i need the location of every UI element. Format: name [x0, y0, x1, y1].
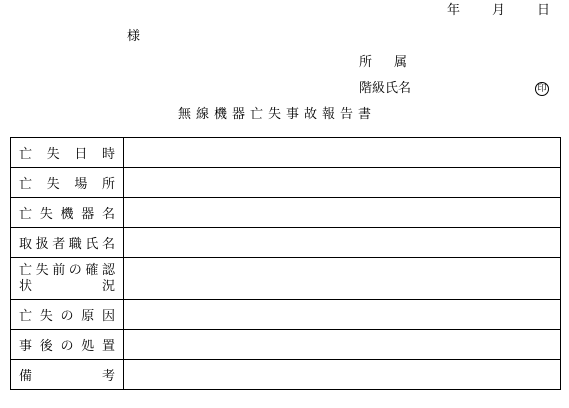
row-label-cell: [11, 138, 124, 168]
handler-name-field[interactable]: [124, 228, 561, 258]
rank-name-label: 階級氏名: [359, 81, 412, 96]
table-row: [11, 138, 561, 168]
table-row: [11, 258, 561, 300]
date-month-label: 月: [492, 3, 506, 18]
row-label-line2: 状 況: [19, 278, 115, 294]
row-label: 備 考: [19, 369, 115, 384]
aftermath-field[interactable]: [124, 330, 561, 360]
addressee-suffix: 様: [127, 29, 141, 44]
remarks-field[interactable]: [124, 360, 561, 390]
row-label-cell: [11, 228, 124, 258]
table-row: [11, 300, 561, 330]
loss-cause-field[interactable]: [124, 300, 561, 330]
device-name-field[interactable]: [124, 198, 561, 228]
table-row: [11, 360, 561, 390]
row-label: 亡 失 機 器 名: [19, 207, 115, 222]
date-year-label: 年: [447, 3, 461, 18]
row-label-cell: [11, 198, 124, 228]
row-label-cell: [11, 330, 124, 360]
table-row: [11, 198, 561, 228]
row-label-cell: [11, 168, 124, 198]
row-label-cell: [11, 300, 124, 330]
seal-mark: 印: [535, 82, 549, 96]
row-label: 事 後 の 処 置: [19, 339, 115, 354]
row-label: [11, 263, 123, 295]
report-table: [10, 137, 561, 390]
loss-location-field[interactable]: [124, 168, 561, 198]
table-row: [11, 168, 561, 198]
loss-datetime-field[interactable]: [124, 138, 561, 168]
pre-loss-status-field[interactable]: [124, 258, 561, 300]
row-label-line1: 亡 失 前 の 確 認: [19, 262, 115, 278]
table-row: [11, 228, 561, 258]
row-label: 亡 失 の 原 因: [19, 309, 115, 324]
affiliation-label: 所属: [359, 55, 430, 70]
row-label: 取 扱 者 職 氏 名: [19, 237, 115, 252]
row-label: 亡 失 場 所: [19, 177, 115, 192]
row-label-cell: [11, 258, 124, 300]
date-day-label: 日: [537, 3, 551, 18]
table-row: [11, 330, 561, 360]
row-label: 亡 失 日 時: [19, 147, 115, 162]
document-title: 無線機器亡失事故報告書: [178, 107, 377, 122]
row-label-cell: [11, 360, 124, 390]
